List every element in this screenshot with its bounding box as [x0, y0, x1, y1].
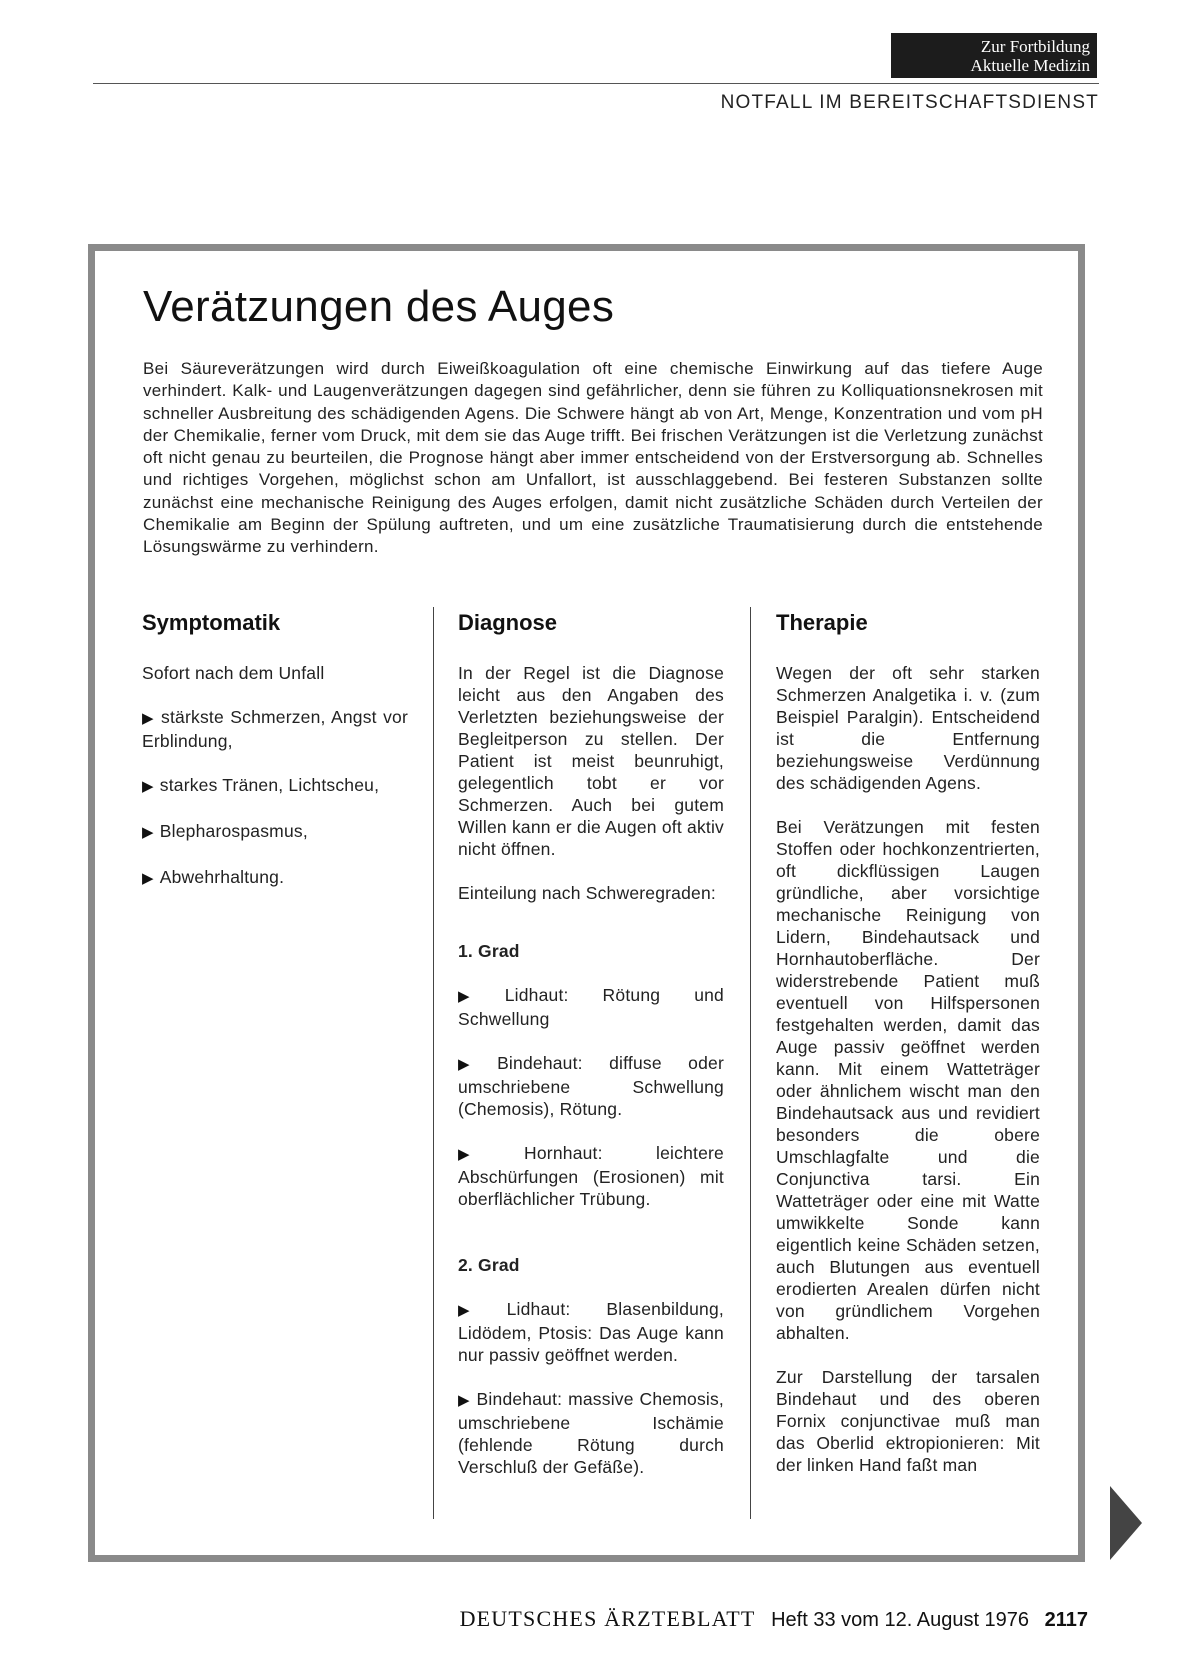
arrow-bullet-icon: ▶: [142, 710, 156, 727]
arrow-bullet-icon: ▶: [458, 1146, 519, 1163]
column-divider-2: [750, 607, 751, 1519]
arrow-bullet-icon: ▶: [142, 778, 154, 795]
arrow-bullet-icon: ▶: [458, 1302, 501, 1319]
symptomatik-heading: Symptomatik: [142, 610, 281, 635]
list-item: ▶ Abwehrhaltung.: [142, 867, 285, 887]
arrow-bullet-icon: ▶: [142, 824, 154, 841]
list-item: ▶ Lidhaut: Blasenbildung, Lidödem, Ptosis: Das Auge kann nur passiv geöffnet werden.: [458, 1299, 724, 1365]
arrow-bullet-icon: ▶: [458, 1056, 492, 1073]
diagnose-heading: Diagnose: [458, 610, 558, 635]
therapie-paragraph-2: Bei Verätzungen mit festen Stoffen oder hochkonzentrierten, oft dickflüssigen Laugen gründliche, aber vorsichtige mechanische Reinigung von Lidern, Bindehautsack und Hornhautoberfläche. Der widerstrebende Patient muß eventuell von Hilfspersonen festgehalten werden, damit das Auge passiv geöffnet werden kann. Mit einem Watteträger oder ähnlichem wischt man den Bindehautsack aus und revidiert besonders die obere Umschlagfalte und die Conjunctiva tarsi. Ein Watteträger oder eine mit Watte umwikkelte Sonde kann eigentlich keine Schäden setzen, auch Blutungen aus eventuell erodierten Arealen dürfen nicht von gründlichem Vorgehen abhalten.: [776, 817, 1040, 1343]
list-item: ▶ Bindehaut: diffuse oder umschriebene Schwellung (Chemosis), Rötung.: [458, 1053, 724, 1119]
list-item: ▶ starkes Tränen, Lichtscheu,: [142, 775, 380, 795]
list-item: ▶ stärkste Schmerzen, Angst vor Erblindung,: [142, 707, 408, 751]
continue-arrow-icon: [1110, 1486, 1142, 1560]
article-intro: Bei Säureverätzungen wird durch Eiweißkoagulation oft eine chemische Einwirkung auf das tiefere Auge verhindert. Kalk- und Laugenverätzungen dagegen sind gefährlicher, denn sie führen zu Kolliquationsnekrosen mit schneller Ausbreitung des schädigenden Agens. Die Schwere hängt ab von Art, Menge, Konzentration und vom pH der Chemikalie, ferner vom Druck, mit dem sie das Auge trifft. Bei frischen Verätzungen ist die Verletzung zunächst oft nicht genau zu beurteilen, die Prognose hängt aber immer entscheidend von der Erstversorgung ab. Schnelles und richtiges Vorgehen, möglichst schon am Unfallort, ist ausschlaggebend. Bei festeren Substanzen sollte zunächst eine mechanische Reinigung des Auges erfolgen, damit nicht zusätzliche Schäden durch Verteilen der Chemikalie am Beginn der Spülung auftreten, und um eine zusätzliche Traumatisierung durch die entstehende Lösungswärme zu verhindern.: [143, 359, 1043, 557]
article-title: Verätzungen des Auges: [143, 282, 615, 331]
symptomatik-lead: Sofort nach dem Unfall: [142, 663, 325, 683]
issue-info: Heft 33 vom 12. August 1976: [771, 1609, 1030, 1631]
grade-2-heading: 2. Grad: [458, 1255, 520, 1275]
arrow-bullet-icon: ▶: [458, 988, 499, 1005]
page-footer: [460, 1606, 1088, 1632]
header-rule: [93, 83, 1099, 84]
column-divider-1: [433, 607, 434, 1519]
column-symptomatik: [142, 610, 408, 912]
grade-1-heading: 1. Grad: [458, 941, 520, 961]
section-badge: [891, 33, 1097, 78]
diagnose-paragraph-2: Einteilung nach Schweregraden:: [458, 883, 716, 903]
column-therapie: [776, 610, 1040, 1498]
therapie-paragraph-3: Zur Darstellung der tarsalen Bindehaut und des oberen Fornix conjunctivae muß man das Oberlid ektropionieren: Mit der linken Hand faßt man: [776, 1367, 1040, 1475]
list-item: ▶ Blepharospasmus,: [142, 821, 308, 841]
list-item: ▶ Lidhaut: Rötung und Schwellung: [458, 985, 724, 1029]
page-number: 2117: [1044, 1609, 1088, 1631]
arrow-bullet-icon: ▶: [142, 870, 154, 887]
badge-line-2: Aktuelle Medizin: [970, 56, 1090, 75]
section-label: NOTFALL IM BEREITSCHAFTSDIENST: [720, 92, 1099, 113]
journal-name: DEUTSCHES ÄRZTEBLATT: [459, 1606, 756, 1631]
list-item: ▶ Hornhaut: leichtere Abschürfungen (Erosionen) mit oberflächlicher Trübung.: [458, 1143, 724, 1209]
therapie-paragraph-1: Wegen der oft sehr starken Schmerzen Analgetika i. v. (zum Beispiel Paralgin). Entscheidend ist die Entfernung beziehungsweise Verdünnung des schädigenden Agens.: [776, 663, 1040, 793]
list-item: ▶ Bindehaut: massive Chemosis, umschriebene Ischämie (fehlende Rötung durch Verschluß der Gefäße).: [458, 1389, 724, 1477]
therapie-heading: Therapie: [776, 610, 868, 635]
arrow-bullet-icon: ▶: [458, 1392, 471, 1409]
column-diagnose: [458, 610, 724, 1500]
badge-line-1: Zur Fortbildung: [980, 37, 1090, 56]
diagnose-paragraph-1: In der Regel ist die Diagnose leicht aus den Angaben des Verletzten beziehungsweise der Begleitperson zu stellen. Der Patient ist meist beunruhigt, gelegentlich tobt er vor Schmerzen. Auch bei gutem Willen kann er die Augen oft aktiv nicht öffnen.: [458, 663, 724, 859]
